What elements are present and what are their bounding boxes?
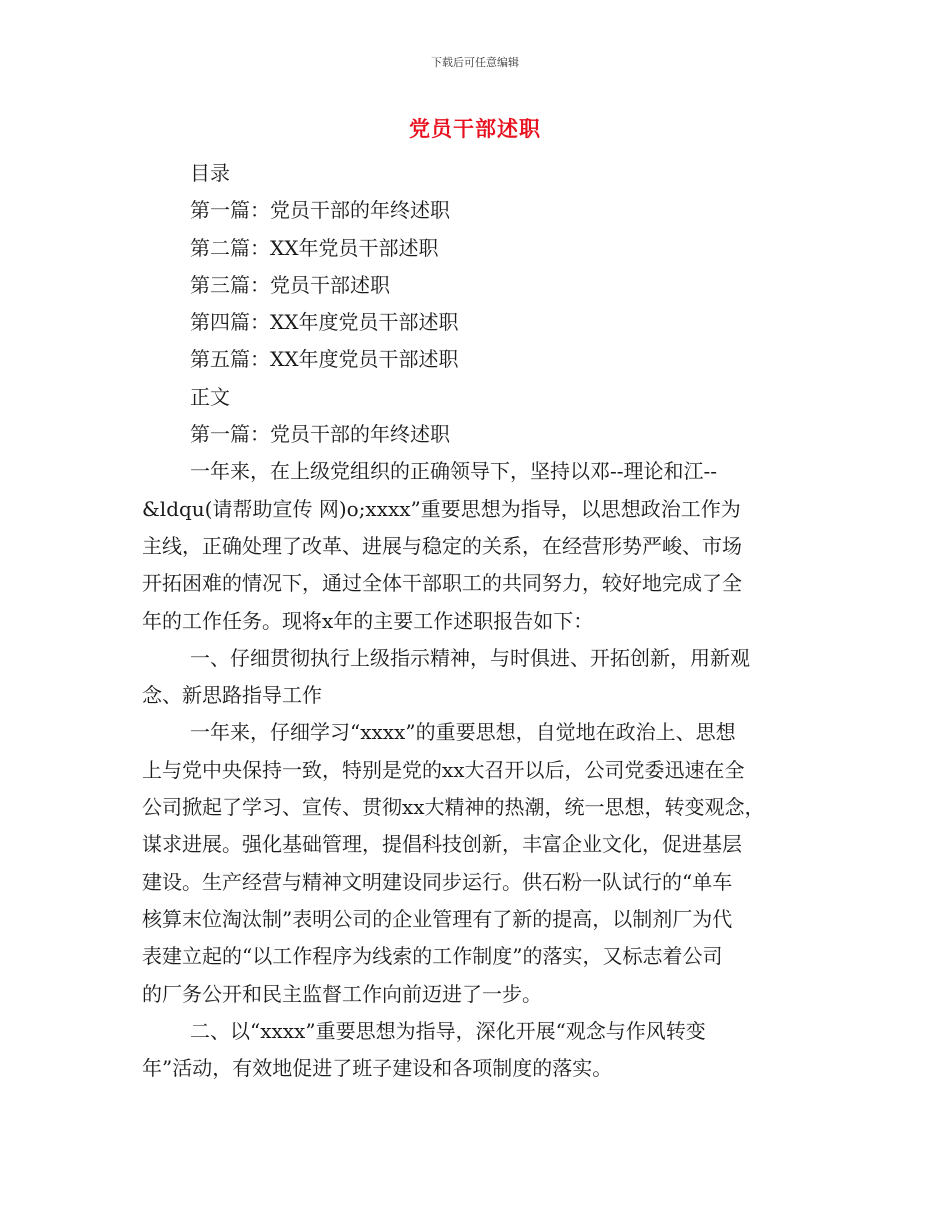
- paragraph-line: 一年来，在上级党组织的正确领导下，坚持以邓--理论和江--: [190, 459, 718, 484]
- toc-item: 第四篇：XX年度党员干部述职: [190, 310, 459, 335]
- paragraph-line: 开拓困难的情况下，通过全体干部职工的共同努力，较好地完成了全: [142, 571, 742, 596]
- paragraph-line: 上与党中央保持一致，特别是党的xx大召开以后，公司党委迅速在全: [142, 757, 745, 782]
- toc-label: 目录: [190, 161, 230, 185]
- paragraph-line: 的厂务公开和民主监督工作向前迈进了一步。: [142, 981, 542, 1006]
- paragraph-line: 年的工作任务。现将x年的主要工作述职报告如下：: [142, 608, 594, 633]
- toc-item: 第二篇：XX年党员干部述职: [190, 235, 439, 260]
- heading-line: 一、仔细贯彻执行上级指示精神，与时俱进、开拓创新，用新观: [190, 645, 750, 670]
- toc-item: 第一篇：党员干部的年终述职: [190, 198, 450, 223]
- paragraph-line: 一年来，仔细学习“xxxx”的重要思想，自觉地在政治上、思想: [190, 720, 736, 745]
- heading-line: 年”活动，有效地促进了班子建设和各项制度的落实。: [142, 1056, 613, 1081]
- paragraph-line: &ldqu(请帮助宣传 网)o;xxxx”重要思想为指导，以思想政治工作为: [142, 496, 741, 521]
- paragraph-line: 建设。生产经营与精神文明建设同步运行。供石粉一队试行的“单车: [142, 869, 733, 894]
- paragraph-line: 表建立起的“以工作程序为线索的工作制度”的落实，又标志着公司: [142, 944, 723, 969]
- header-note: 下载后可任意编辑: [431, 56, 519, 69]
- heading-line: 念、新思路指导工作: [142, 683, 322, 708]
- section-title: 第一篇：党员干部的年终述职: [190, 422, 450, 447]
- paragraph-line: 核算末位淘汰制”表明公司的企业管理有了新的提高，以制剂厂为代: [142, 906, 733, 931]
- paragraph-line: 主线，正确处理了改革、进展与稳定的关系，在经营形势严峻、市场: [142, 533, 742, 558]
- body-label: 正文: [190, 384, 230, 409]
- document-body: [142, 155, 810, 1087]
- toc-item: 第三篇：党员干部述职: [190, 272, 390, 297]
- heading-line: 二、以“xxxx”重要思想为指导，深化开展“观念与作风转变: [190, 1018, 706, 1043]
- paragraph-line: 谋求进展。强化基础管理，提倡科技创新，丰富企业文化，促进基层: [142, 832, 742, 857]
- document-title: 党员干部述职: [409, 117, 541, 141]
- paragraph-line: 公司掀起了学习、宣传、贯彻xx大精神的热潮，统一思想，转变观念，: [142, 795, 765, 820]
- toc-item: 第五篇：XX年度党员干部述职: [190, 347, 459, 372]
